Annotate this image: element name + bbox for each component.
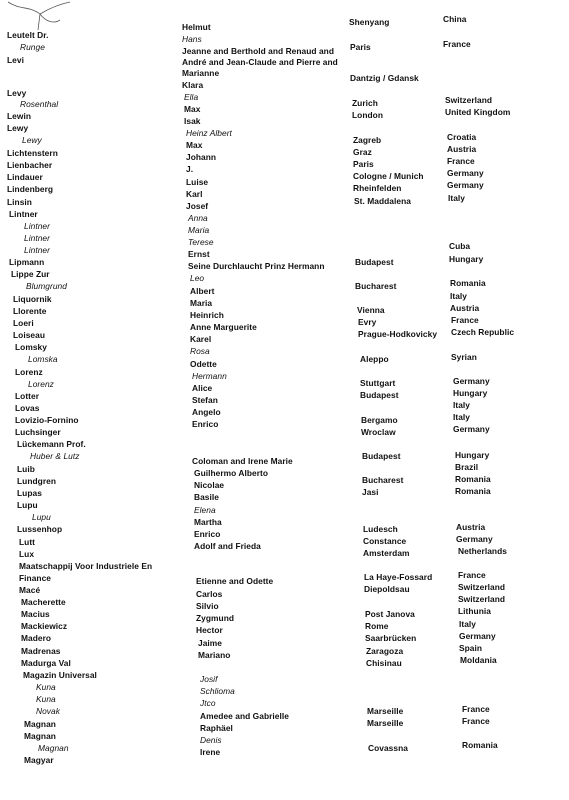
col1-entry: Maatschappij Voor Industriele En bbox=[19, 561, 153, 571]
col1-entry: Mackiewicz bbox=[21, 621, 68, 631]
col2-entry: Guilhermo Alberto bbox=[194, 468, 269, 478]
col1-entry: Linsin bbox=[7, 197, 32, 207]
col2-entry: Rosa bbox=[190, 346, 210, 356]
col2-entry: Luise bbox=[186, 177, 209, 187]
col1-entry: Lotter bbox=[15, 391, 40, 401]
col3-entry: Paris bbox=[350, 42, 371, 52]
col2-entry: Enrico bbox=[192, 419, 219, 429]
col2-entry: Isak bbox=[184, 116, 201, 126]
col2-entry: Adolf and Frieda bbox=[194, 541, 261, 551]
col1-entry: Liquornik bbox=[13, 294, 52, 304]
col2-entry: Hermann bbox=[192, 371, 227, 381]
col3-entry: Diepoldsau bbox=[364, 584, 410, 594]
col1-entry: Lindenberg bbox=[7, 184, 54, 194]
col1-entry: Huber & Lutz bbox=[30, 451, 80, 461]
col2-entry: Heinz Albert bbox=[186, 128, 232, 138]
col3-entry: Vienna bbox=[357, 305, 385, 315]
col4-entry: Switzerland bbox=[445, 95, 493, 105]
col4-entry: Switzerland bbox=[458, 594, 506, 604]
col3-entry: Zaragoza bbox=[366, 646, 404, 656]
col2-entry: Silvio bbox=[196, 601, 219, 611]
col3-entry: Marseille bbox=[367, 706, 404, 716]
col3-entry: Rome bbox=[365, 621, 389, 631]
col3-entry: Budapest bbox=[362, 451, 401, 461]
col4-entry: France bbox=[443, 39, 471, 49]
col4-entry: Hungary bbox=[449, 254, 484, 264]
col1-entry: Magnan bbox=[24, 719, 56, 729]
col1-entry: Lorenz bbox=[28, 379, 54, 389]
col3-entry: St. Maddalena bbox=[354, 196, 411, 206]
col4-entry: Italy bbox=[450, 291, 468, 301]
col3-entry: Budapest bbox=[360, 390, 399, 400]
col2-entry: Carlos bbox=[196, 589, 223, 599]
col3-entry: Prague-Hodkovicky bbox=[358, 329, 438, 339]
col4-entry: Italy bbox=[453, 412, 471, 422]
col2-entry: Heinrich bbox=[190, 310, 224, 320]
col2-entry: Zygmund bbox=[196, 613, 235, 623]
col1-entry: Levi bbox=[7, 55, 24, 65]
col3-entry: Chisinau bbox=[366, 658, 402, 668]
col3-entry: Stuttgart bbox=[360, 378, 396, 388]
col1-entry: Lintner bbox=[24, 233, 50, 243]
col3-entry: Jasi bbox=[362, 487, 379, 497]
col1-entry: Lussenhop bbox=[17, 524, 63, 534]
col1-entry: Macius bbox=[21, 609, 50, 619]
col2-entry: Raphäel bbox=[200, 723, 233, 733]
col2-entry: Schlioma bbox=[200, 686, 235, 696]
col1-entry: Lintner bbox=[24, 221, 50, 231]
col1-entry: Lovizio-Fornino bbox=[15, 415, 79, 425]
col4-entry: Hungary bbox=[455, 450, 490, 460]
col1-entry: Madurga Val bbox=[21, 658, 71, 668]
col2-entry: Basile bbox=[194, 492, 219, 502]
col4-entry: France bbox=[447, 156, 475, 166]
col2-entry: André and Jean-Claude and Pierre and bbox=[182, 57, 338, 67]
col2-entry: Martha bbox=[194, 517, 222, 527]
col4-entry: Austria bbox=[456, 522, 486, 532]
col2-entry: Angelo bbox=[192, 407, 221, 417]
col4-entry: Romania bbox=[455, 474, 491, 484]
col4-entry: China bbox=[443, 14, 467, 24]
col2-entry: Coloman and Irene Marie bbox=[192, 456, 293, 466]
col2-entry: Stefan bbox=[192, 395, 218, 405]
col2-entry: Mariano bbox=[198, 650, 231, 660]
col2-entry: Terese bbox=[188, 237, 214, 247]
col4-entry: France bbox=[462, 716, 490, 726]
col2-entry: Odette bbox=[190, 359, 217, 369]
col4-entry: Hungary bbox=[453, 388, 488, 398]
col3-entry: Amsterdam bbox=[363, 548, 410, 558]
col3-entry: Paris bbox=[353, 159, 374, 169]
col4-entry: Romania bbox=[462, 740, 498, 750]
col1-entry: Luchsinger bbox=[15, 427, 61, 437]
col4-entry: Romania bbox=[455, 486, 491, 496]
col1-entry: Lippe Zur bbox=[11, 269, 50, 279]
col4-entry: Germany bbox=[453, 424, 490, 434]
col3-entry: Bucharest bbox=[362, 475, 404, 485]
col2-entry: Enrico bbox=[194, 529, 221, 539]
col1-entry: Lewy bbox=[7, 123, 29, 133]
col4-entry: Moldania bbox=[460, 655, 497, 665]
col1-entry: Madero bbox=[21, 633, 52, 643]
col3-entry: Bucharest bbox=[355, 281, 397, 291]
col4-entry: Italy bbox=[453, 400, 471, 410]
col1-entry: Llorente bbox=[13, 306, 47, 316]
col2-entry: Karel bbox=[190, 334, 212, 344]
col2-entry: Maria bbox=[188, 225, 210, 235]
col2-entry: Klara bbox=[182, 80, 204, 90]
col1-entry: Lux bbox=[19, 549, 35, 559]
col4-entry: Germany bbox=[447, 180, 484, 190]
col2-entry: Elena bbox=[194, 505, 216, 515]
col3-entry: Zurich bbox=[352, 98, 378, 108]
col2-entry: Hans bbox=[182, 34, 202, 44]
col4-entry: Croatia bbox=[447, 132, 477, 142]
col1-entry: Leutelt Dr. bbox=[7, 30, 49, 40]
col2-entry: Denis bbox=[200, 735, 222, 745]
col1-entry: Kuna bbox=[36, 682, 56, 692]
col4-entry: Switzerland bbox=[458, 582, 506, 592]
col1-entry: Lorenz bbox=[15, 367, 43, 377]
col3-entry: Saarbrücken bbox=[365, 633, 417, 643]
col1-entry: Runge bbox=[20, 42, 45, 52]
col3-entry: Covassna bbox=[368, 743, 408, 753]
col3-entry: Constance bbox=[363, 536, 407, 546]
col4-entry: France bbox=[462, 704, 490, 714]
col1-entry: Magnan bbox=[38, 743, 69, 753]
col4-entry: France bbox=[451, 315, 479, 325]
col1-entry: Lintner bbox=[24, 245, 50, 255]
col2-entry: Maria bbox=[190, 298, 213, 308]
col3-entry: Evry bbox=[358, 317, 377, 327]
col1-entry: Macé bbox=[19, 585, 41, 595]
col2-entry: Karl bbox=[186, 189, 203, 199]
col1-entry: Lückemann Prof. bbox=[17, 439, 86, 449]
col4-entry: Italy bbox=[448, 193, 466, 203]
col3-entry: Shenyang bbox=[349, 17, 390, 27]
col1-entry: Macherette bbox=[21, 597, 66, 607]
col2-entry: Seine Durchlaucht Prinz Hermann bbox=[188, 261, 325, 271]
col1-entry: Lundgren bbox=[17, 476, 57, 486]
col2-entry: Etienne and Odette bbox=[196, 576, 274, 586]
col2-entry: Helmut bbox=[182, 22, 211, 32]
col1-entry: Lindauer bbox=[7, 172, 43, 182]
col1-entry: Lupu bbox=[32, 512, 51, 522]
col1-entry: Rosenthal bbox=[20, 99, 59, 109]
col4-entry: Lithunia bbox=[458, 606, 491, 616]
col2-entry: Johann bbox=[186, 152, 217, 162]
col3-entry: Post Janova bbox=[365, 609, 415, 619]
col2-entry: Ernst bbox=[188, 249, 210, 259]
col2-entry: Josef bbox=[186, 201, 209, 211]
col3-entry: Zagreb bbox=[353, 135, 382, 145]
col2-entry: Anna bbox=[188, 213, 208, 223]
col2-entry: Ella bbox=[184, 92, 199, 102]
col1-entry: Lichtenstern bbox=[7, 148, 58, 158]
col4-entry: Netherlands bbox=[458, 546, 507, 556]
col3-entry: Graz bbox=[353, 147, 372, 157]
col1-entry: Levy bbox=[7, 88, 27, 98]
col1-entry: Madrenas bbox=[21, 646, 61, 656]
col4-entry: Germany bbox=[447, 168, 484, 178]
col3-entry: La Haye-Fossard bbox=[364, 572, 433, 582]
col1-entry: Magnan bbox=[24, 731, 56, 741]
col3-entry: Ludesch bbox=[363, 524, 398, 534]
col1-entry: Loiseau bbox=[13, 330, 45, 340]
col4-entry: France bbox=[458, 570, 486, 580]
col4-entry: Brazil bbox=[455, 462, 479, 472]
col1-entry: Lomska bbox=[28, 354, 58, 364]
col2-entry: Irene bbox=[200, 747, 221, 757]
col1-entry: Magyar bbox=[24, 755, 54, 765]
col3-entry: Marseille bbox=[367, 718, 404, 728]
col4-entry: United Kingdom bbox=[445, 107, 511, 117]
col1-entry: Lienbacher bbox=[7, 160, 53, 170]
col1-entry: Lewin bbox=[7, 111, 31, 121]
col1-entry: Lintner bbox=[9, 209, 38, 219]
col4-entry: Cuba bbox=[449, 241, 471, 251]
col2-entry: Leo bbox=[190, 273, 205, 283]
col2-entry: Max bbox=[184, 104, 201, 114]
col1-entry: Blumgrund bbox=[26, 281, 67, 291]
col1-entry: Loeri bbox=[13, 318, 34, 328]
col2-entry: J. bbox=[186, 164, 194, 174]
col4-entry: Germany bbox=[459, 631, 496, 641]
col1-entry: Lupu bbox=[17, 500, 38, 510]
col4-entry: Germany bbox=[456, 534, 493, 544]
col1-entry: Lipmann bbox=[9, 257, 45, 267]
col2-entry: Jtco bbox=[200, 698, 216, 708]
col2-entry: Amedee and Gabrielle bbox=[200, 711, 289, 721]
col3-entry: Budapest bbox=[355, 257, 394, 267]
col4-entry: Syrian bbox=[451, 352, 477, 362]
col2-entry: Max bbox=[186, 140, 203, 150]
col3-entry: Wroclaw bbox=[361, 427, 396, 437]
col3-entry: Cologne / Munich bbox=[353, 171, 424, 181]
col3-entry: Aleppo bbox=[360, 354, 389, 364]
col4-entry: Germany bbox=[453, 376, 490, 386]
col2-entry: Josif bbox=[200, 674, 218, 684]
col4-entry: Italy bbox=[459, 619, 477, 629]
col3-entry: Dantzig / Gdansk bbox=[350, 73, 419, 83]
col4-entry: Austria bbox=[447, 144, 477, 154]
col2-entry: Alice bbox=[192, 383, 213, 393]
col1-entry: Luib bbox=[17, 464, 35, 474]
col3-entry: Rheinfelden bbox=[353, 183, 402, 193]
col1-entry: Kuna bbox=[36, 694, 56, 704]
col4-entry: Spain bbox=[459, 643, 483, 653]
col2-entry: Jeanne and Berthold and Renaud and bbox=[182, 46, 335, 56]
col1-entry: Magazin Universal bbox=[23, 670, 97, 680]
col4-entry: Romania bbox=[450, 278, 486, 288]
col4-entry: Austria bbox=[450, 303, 480, 313]
col2-entry: Hector bbox=[196, 625, 223, 635]
col1-entry: Novak bbox=[36, 706, 60, 716]
col2-entry: Nicolae bbox=[194, 480, 225, 490]
col1-entry: Lutt bbox=[19, 537, 36, 547]
col3-entry: London bbox=[352, 110, 383, 120]
col2-entry: Anne Marguerite bbox=[190, 322, 257, 332]
col1-entry: Finance bbox=[19, 573, 51, 583]
col1-entry: Lewy bbox=[22, 135, 42, 145]
col2-entry: Albert bbox=[190, 286, 215, 296]
col3-entry: Bergamo bbox=[361, 415, 398, 425]
col2-entry: Marianne bbox=[182, 68, 220, 78]
col4-entry: Czech Republic bbox=[451, 327, 515, 337]
col1-entry: Lomsky bbox=[15, 342, 47, 352]
col1-entry: Lovas bbox=[15, 403, 40, 413]
col1-entry: Lupas bbox=[17, 488, 42, 498]
col2-entry: Jaime bbox=[198, 638, 222, 648]
